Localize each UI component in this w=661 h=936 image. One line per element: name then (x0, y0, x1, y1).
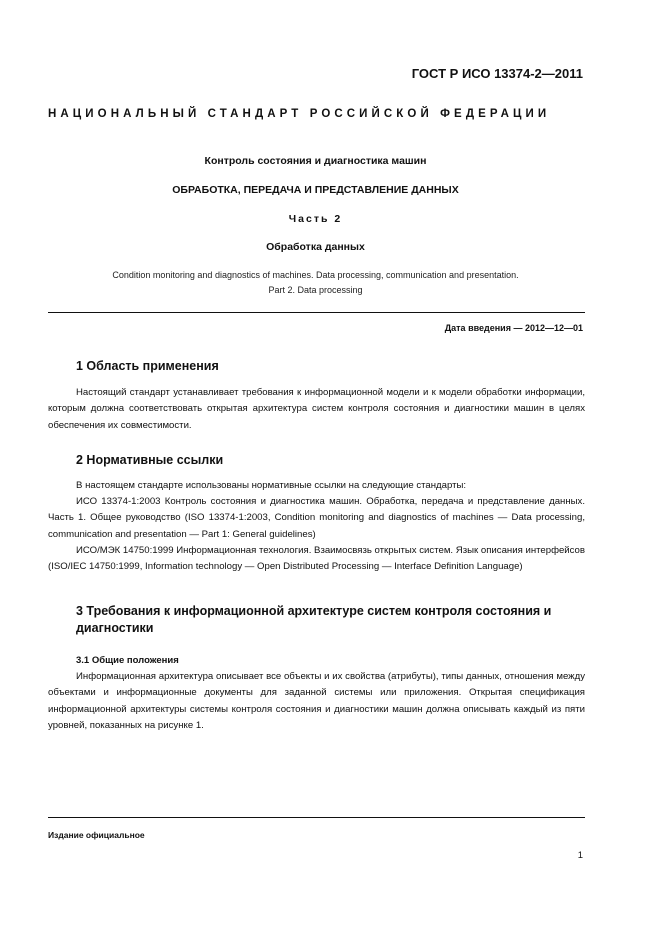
title-line-1: Контроль состояния и диагностика машин (204, 155, 427, 167)
section-2-intro: В настоящем стандарте использованы нормативные ссылки на следующие стандарты: (76, 480, 467, 491)
english-title-line-2: Part 2. Data processing (268, 285, 363, 295)
edition-label: Издание официальное (48, 830, 145, 840)
part-title: Обработка данных (266, 241, 365, 253)
section-3-heading: 3 Требования к информационной архитектуре систем контроля состояния и диагностики (76, 604, 552, 635)
subsection-3-1-heading: 3.1 Общие положения (76, 655, 179, 666)
introduction-date: Дата введения — 2012—12—01 (444, 323, 583, 333)
national-standard-banner: НАЦИОНАЛЬНЫЙ СТАНДАРТ РОССИЙСКОЙ ФЕДЕРАЦИИ (48, 108, 551, 120)
section-2-heading: 2 Нормативные ссылки (76, 453, 224, 467)
subsection-3-1-text: Информационная архитектура описывает все объекты и их свойства (атрибуты), типы данных, отношения между объектами и информационные документы для заданной системы или приложения. Открытая спецификация информационной архитектуры системы контроля состояния и диагностики машин должна описывать каждый из пяти уровней, показанных на рисунке 1. (48, 671, 585, 731)
header-divider (48, 312, 585, 313)
title-line-2: ОБРАБОТКА, ПЕРЕДАЧА И ПРЕДСТАВЛЕНИЕ ДАННЫХ (172, 184, 459, 196)
footer-divider (48, 817, 585, 818)
page-number: 1 (577, 850, 583, 861)
standard-number: ГОСТ Р ИСО 13374-2—2011 (411, 66, 583, 81)
reference-iso-iec-14750: ИСО/МЭК 14750:1999 Информационная технология. Взаимосвязь открытых систем. Язык описания интерфейсов (ISO/IEC 14750:1999, Information technology — Open Distributed Processing — Interface Definition Language) (48, 545, 585, 573)
section-1-text: Настоящий стандарт устанавливает требования к информационной модели и к модели обработки информации, которым должна соответствовать открытая архитектура систем контроля состояния и диагностики машин в целях обеспечения их совместимости. (48, 387, 585, 431)
english-title (48, 268, 583, 298)
section-1-heading: 1 Область применения (76, 359, 219, 373)
reference-iso-13374-1: ИСО 13374-1:2003 Контроль состояния и диагностика машин. Обработка, передача и представление данных. Часть 1. Общее руководство (ISO 13374-1:2003, Condition monitoring and diagnostics of machines — Data processing, communication and presentation — Part 1: General guidelines) (48, 496, 585, 540)
part-label: Часть 2 (288, 213, 343, 225)
english-title-line-1: Condition monitoring and diagnostics of machines. Data processing, communication and presentation. (112, 270, 519, 280)
